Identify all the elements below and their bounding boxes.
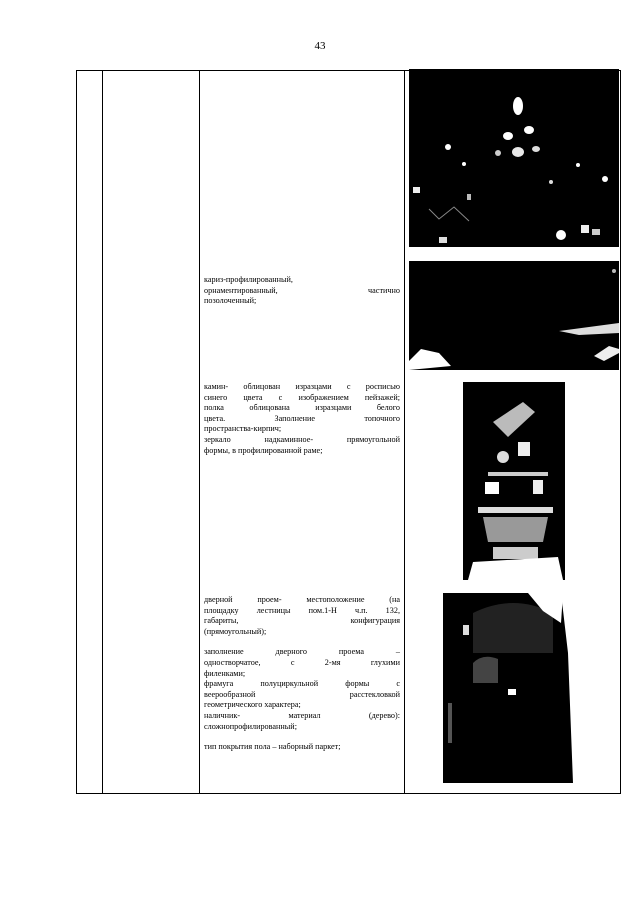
fireplace-photo: [463, 382, 565, 580]
text-line: геометрического характера;: [204, 700, 301, 710]
text-line: пространства-кирпич;: [204, 424, 282, 434]
text-line: синего цвета с изображением пейзажей;: [204, 392, 400, 402]
page-number: 43: [314, 40, 326, 52]
text-line: позолоченный;: [204, 296, 257, 306]
text-line: орнаментированный, частично: [204, 285, 400, 295]
text-line: зеркало надкаминное- прямоугольной: [204, 434, 400, 444]
text-line: заполнение дверного проема –: [204, 647, 400, 657]
text-line: полка облицована изразцами белого: [204, 403, 400, 413]
text-line: фрамуга полуциркульной формы с: [204, 679, 400, 689]
text-line: наличник- материал (дерево):: [204, 710, 400, 720]
fireplace-description: [204, 382, 400, 456]
text-line: веерообразной расстекловкой: [204, 689, 400, 699]
text-line: филенками;: [204, 668, 246, 678]
cornice-description: [204, 275, 400, 307]
doorway-photo: [443, 593, 584, 783]
text-line: сложнопрофилированный;: [204, 721, 297, 731]
text-line: кариз-профилированный,: [204, 275, 293, 284]
text-line: дверной проем- местоположение (на: [204, 595, 400, 604]
text-line: габариты, конфигурация: [204, 616, 400, 626]
text-line: (прямоугольный);: [204, 626, 267, 636]
column-divider: [199, 71, 200, 793]
doorway-description: [204, 595, 400, 753]
column-divider: [102, 71, 103, 793]
text-line: тип покрытия пола – наборный паркет;: [204, 742, 341, 752]
text-line: цвета. Заполнение топочного: [204, 413, 400, 423]
ceiling-chandelier-photo: [409, 69, 619, 247]
column-divider: [404, 71, 405, 793]
cornice-photo: [409, 261, 619, 370]
text-line: формы, в профилированной раме;: [204, 445, 323, 455]
text-line: одностворчатое, с 2-мя глухими: [204, 657, 400, 667]
text-line: камин- облицован изразцами с росписью: [204, 382, 400, 391]
text-line: площадку лестницы пом.1-Н ч.п. 132,: [204, 605, 400, 615]
